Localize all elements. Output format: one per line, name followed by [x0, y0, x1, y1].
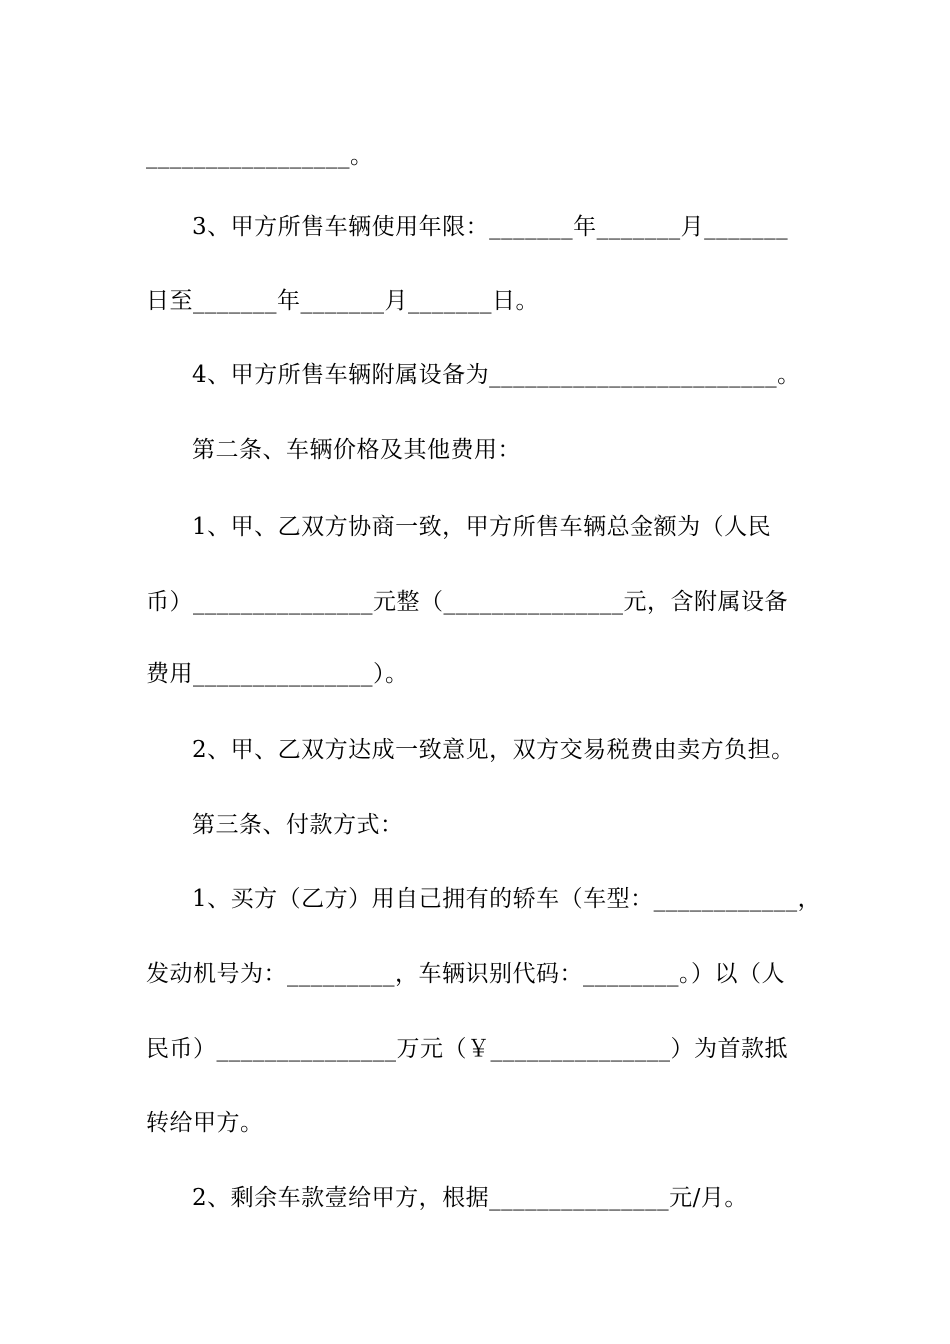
paragraph-line-1: _________________。 [146, 143, 374, 169]
paragraph-line-6: 1、甲、乙双方协商一致，甲方所售车辆总金额为（人民 [192, 514, 772, 540]
paragraph-line-15: 2、剩余车款壹给甲方，根据_______________元/月。 [192, 1185, 748, 1211]
paragraph-line-8: 费用_______________）。 [146, 661, 409, 687]
paragraph-line-9: 2、甲、乙双方达成一致意见，双方交易税费由卖方负担。 [192, 737, 795, 763]
paragraph-line-13: 民币）_______________万元（￥_______________）为首款抵 [146, 1036, 788, 1062]
paragraph-line-11: 1、买方（乙方）用自己拥有的轿车（车型：____________， [192, 886, 822, 912]
section-heading-2: 第二条、车辆价格及其他费用： [192, 437, 521, 463]
section-heading-3: 第三条、付款方式： [192, 812, 404, 838]
paragraph-line-12: 发动机号为：_________，车辆识别代码：________。）以（人 [146, 961, 785, 987]
paragraph-line-2: 3、甲方所售车辆使用年限：_______年_______月_______ [192, 214, 789, 240]
paragraph-line-14: 转给甲方。 [146, 1110, 264, 1136]
paragraph-line-3: 日至_______年_______月_______日。 [146, 288, 539, 314]
paragraph-line-7: 币）_______________元整（_______________元，含附属设备 [146, 589, 788, 615]
paragraph-line-4: 4、甲方所售车辆附属设备为________________________。 [192, 362, 801, 388]
